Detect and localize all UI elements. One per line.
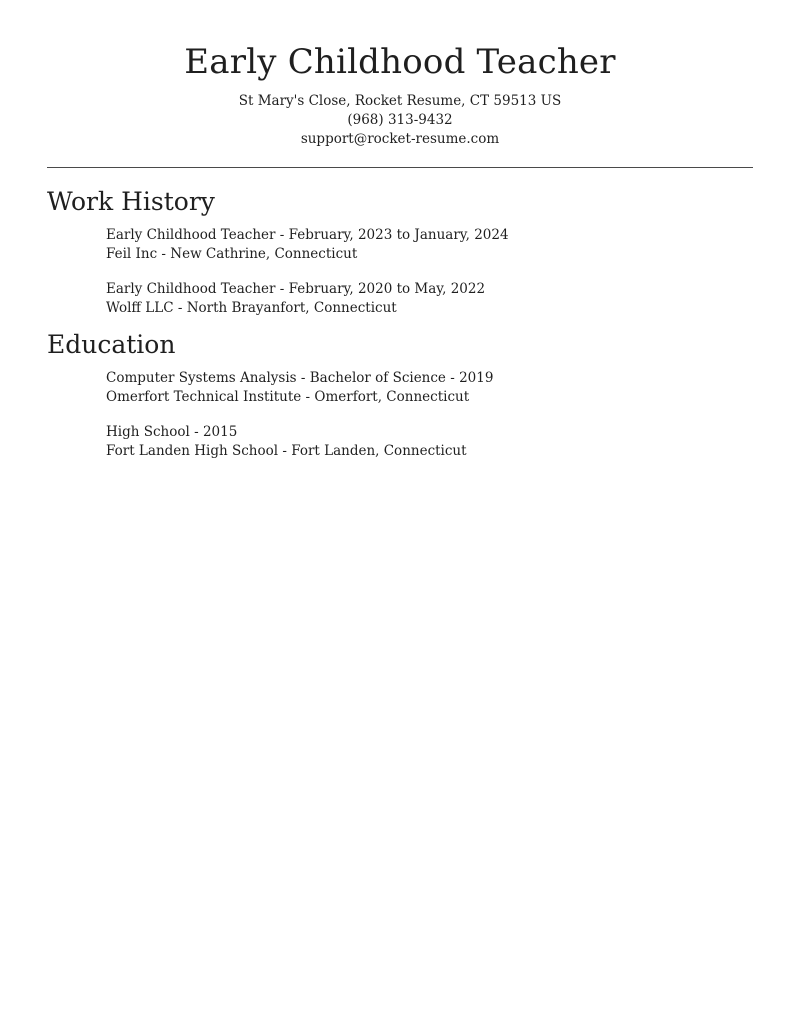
- education-entries: [106, 369, 753, 460]
- work-entry-role-dates: Early Childhood Teacher - February, 2023 to January, 2024: [106, 227, 509, 243]
- header-divider: [47, 167, 753, 168]
- education-entry-school-location: Fort Landen High School - Fort Landen, Connecticut: [106, 442, 467, 459]
- resume-header: [47, 40, 753, 149]
- section-title-work-history: Work History: [47, 187, 215, 216]
- work-history-entries: [106, 226, 753, 317]
- work-entry-employer-location: Feil Inc - New Cathrine, Connecticut: [106, 245, 358, 262]
- education-section: [47, 330, 753, 460]
- education-entry-school-location: Omerfort Technical Institute - Omerfort, Connecticut: [106, 388, 470, 405]
- work-entry-employer-location: Wolff LLC - North Brayanfort, Connecticut: [106, 299, 397, 316]
- education-entry-degree-year: High School - 2015: [106, 424, 238, 440]
- education-entry: [106, 423, 753, 460]
- contact-phone: (968) 313-9432: [347, 112, 453, 128]
- contact-address: St Mary's Close, Rocket Resume, CT 59513 US: [238, 93, 562, 109]
- section-title-education: Education: [47, 330, 176, 359]
- education-entry-degree-year: Computer Systems Analysis - Bachelor of Science - 2019: [106, 370, 494, 386]
- work-entry: [106, 280, 753, 317]
- contact-email: support@rocket-resume.com: [300, 131, 500, 147]
- contact-block: [47, 92, 753, 149]
- work-entry: [106, 226, 753, 263]
- resume-name: Early Childhood Teacher: [184, 42, 616, 82]
- work-entry-role-dates: Early Childhood Teacher - February, 2020 to May, 2022: [106, 281, 486, 297]
- education-entry: [106, 369, 753, 406]
- work-history-section: [47, 187, 753, 317]
